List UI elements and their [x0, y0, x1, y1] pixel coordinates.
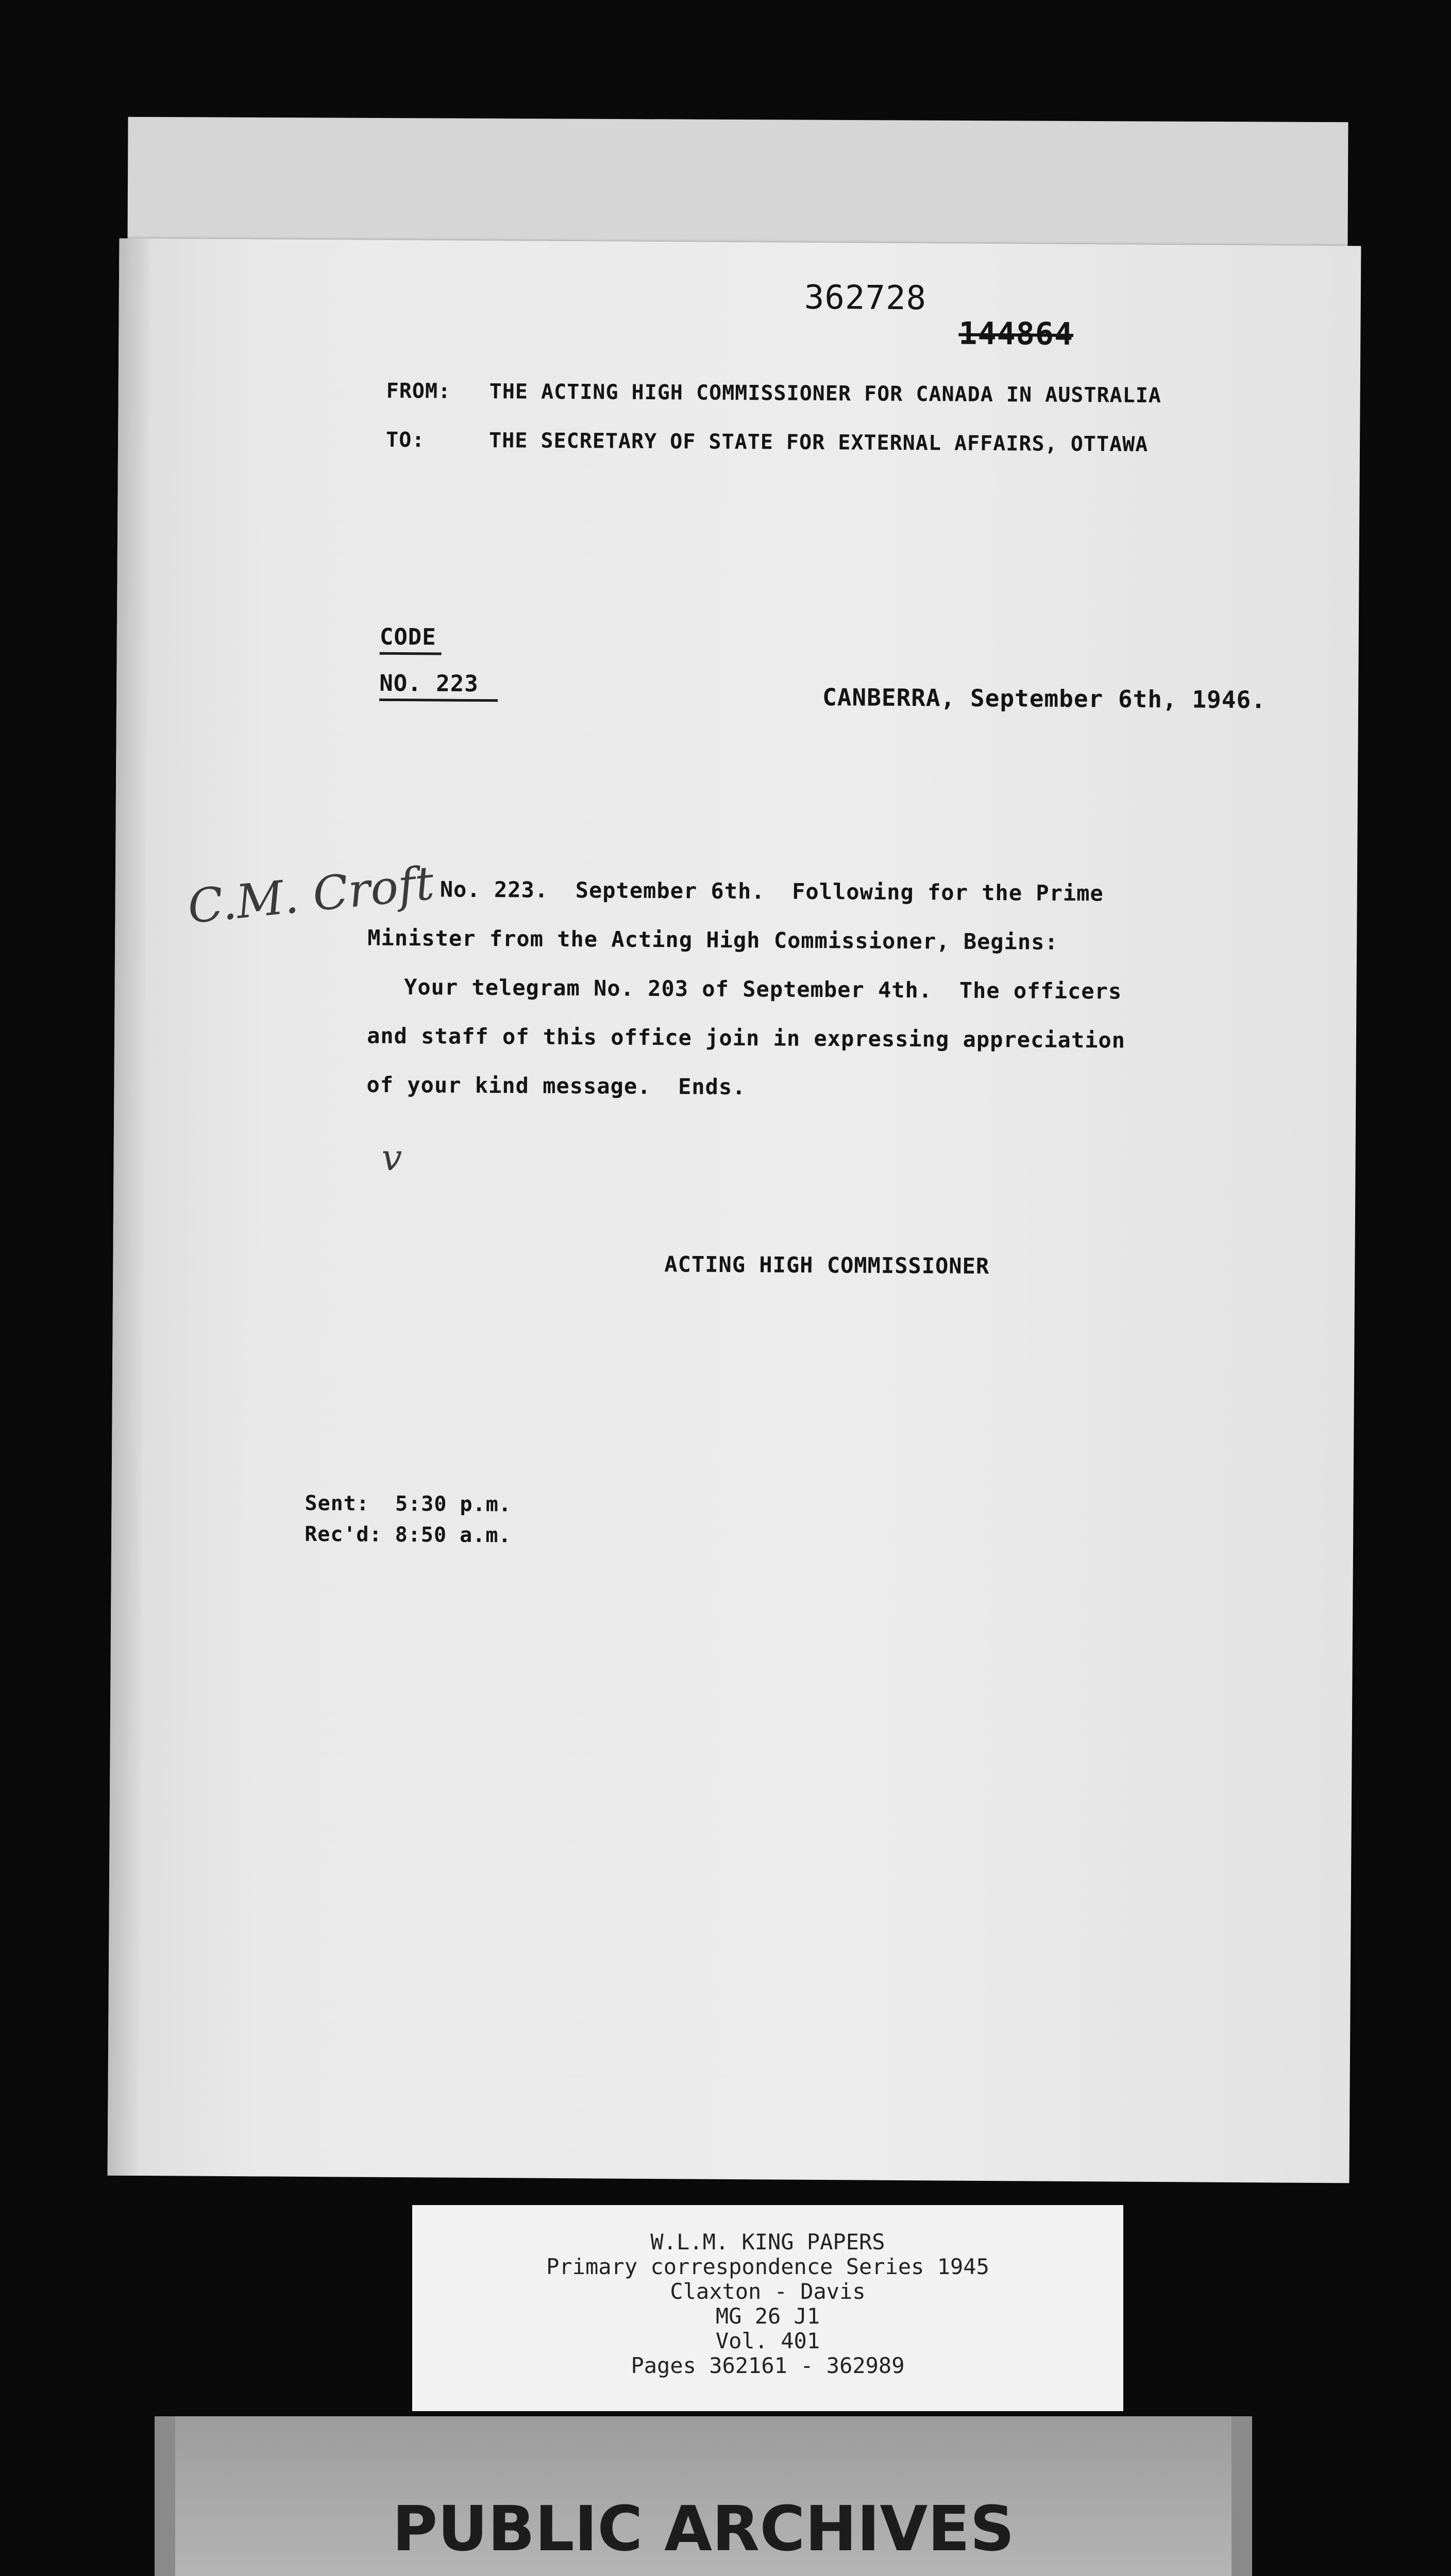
code-underline: [380, 652, 442, 655]
received-time: Rec'd: 8:50 a.m.: [305, 1522, 512, 1548]
old-number-struck: 144864: [958, 315, 1074, 352]
place-date: CANBERRA, September 6th, 1946.: [822, 683, 1267, 714]
number-underline: [379, 699, 498, 702]
body-line: No. 223. September 6th. Following for the Prime: [440, 876, 1104, 906]
file-number: 362728: [804, 278, 927, 318]
from-label: FROM:: [386, 379, 451, 403]
signature-line: ACTING HIGH COMMISSIONER: [664, 1251, 990, 1279]
body-line: of your kind message. Ends.: [366, 1072, 746, 1100]
body-line: Minister from the Acting High Commissioner, Begins:: [367, 925, 1058, 955]
card-line: W.L.M. KING PAPERS: [650, 2229, 885, 2255]
code-label: CODE: [379, 623, 436, 651]
sent-time: Sent: 5:30 p.m.: [305, 1491, 512, 1517]
card-line: Claxton - Davis: [670, 2279, 866, 2304]
card-line: Primary correspondence Series 1945: [546, 2254, 989, 2279]
stamp-line-1: PUBLIC ARCHIVES: [392, 2494, 1015, 2565]
telegram-page: [108, 239, 1361, 2183]
body-line: Your telegram No. 203 of September 4th. The officers: [336, 974, 1122, 1004]
body-line: and staff of this office join in expressing appreciation: [366, 1023, 1126, 1053]
card-line: Pages 362161 - 362989: [631, 2353, 905, 2378]
page-edge-shadow: [108, 239, 150, 2176]
handwritten-name: C.M. Croft: [185, 856, 436, 935]
public-archives-stamp: [155, 2416, 1252, 2576]
check-mark: v: [381, 1136, 402, 1179]
card-line: MG 26 J1: [715, 2303, 820, 2329]
from-value: THE ACTING HIGH COMMISSIONER FOR CANADA IN AUSTRALIA: [489, 380, 1162, 408]
archive-reference-card: [412, 2205, 1123, 2411]
card-line: Vol. 401: [715, 2328, 820, 2353]
message-number: NO. 223: [379, 670, 479, 697]
to-label: TO:: [385, 428, 425, 452]
to-value: THE SECRETARY OF STATE FOR EXTERNAL AFFAIRS, OTTAWA: [488, 429, 1149, 456]
